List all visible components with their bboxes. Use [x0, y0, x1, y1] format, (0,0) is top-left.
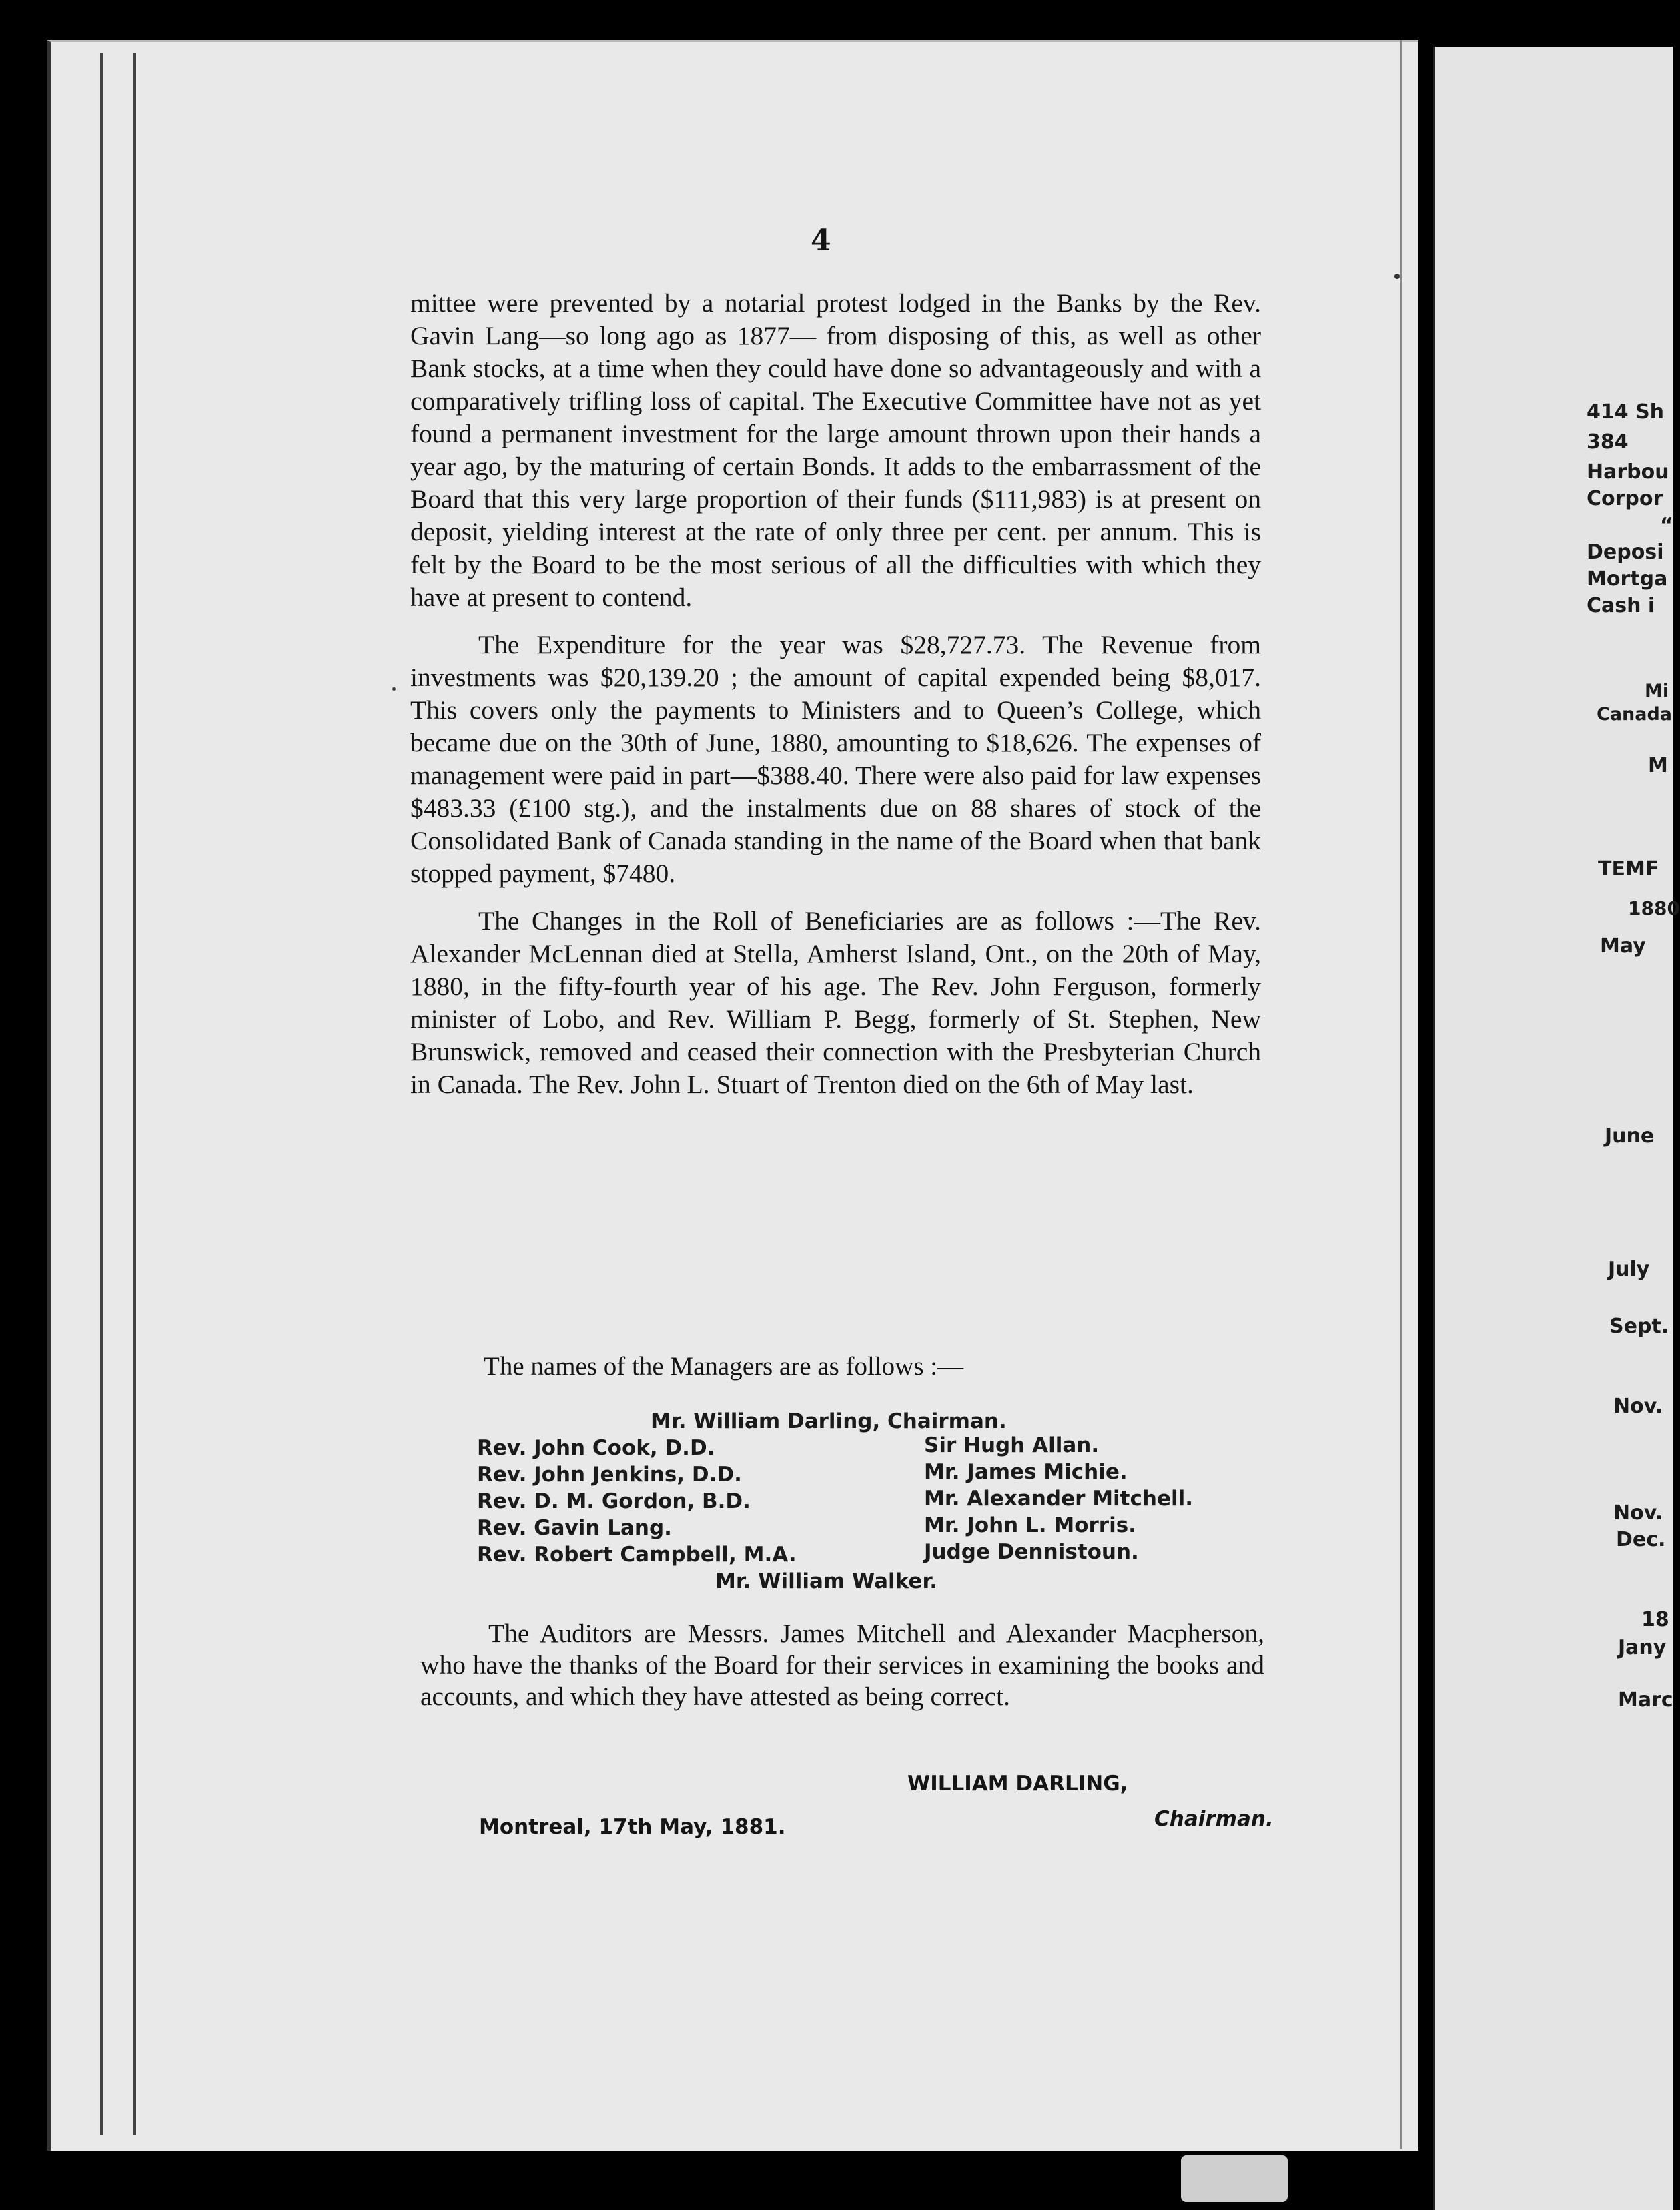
manager-left: Rev. Robert Campbell, M.A.	[477, 1543, 797, 1567]
right-page-fragment: Sept.	[1609, 1315, 1669, 1338]
right-page-fragment: Nov.	[1613, 1501, 1663, 1525]
right-page-fragment: Deposi	[1587, 540, 1664, 564]
body-text	[410, 287, 1261, 1101]
auditors-paragraph: The Auditors are Messrs. James Mitchell and Alexander Macpherson, who have the thanks of the Board for their services in examining the books and accounts, and which they have attested as being correct.	[420, 1619, 1264, 1711]
manager-last: Mr. William Walker.	[715, 1569, 938, 1593]
manager-right: Sir Hugh Allan.	[924, 1433, 1100, 1457]
right-page-fragment: 414 Sh	[1587, 400, 1665, 424]
manager-left: Rev. John Jenkins, D.D.	[477, 1463, 742, 1487]
paragraph-text: The Expenditure for the year was $28,727.73. The Revenue from investments was $20,139.20 ; the amount of capital expended being $8,017. This covers only the payments to Ministers and to Queen’s College, which became due on the 30th of June, 1880, amounting to $18,626. The expenses of management were paid in part—$388.40. There were also paid for law expenses $483.33 (£100 stg.), and the instalments due on 88 shares of stock of the Consolidated Bank of Canada standing in the name of the Board when that bank stopped payment, $7480.	[410, 630, 1261, 888]
managers-heading: The names of the Managers are as follows :—	[484, 1352, 964, 1381]
page-edge-line	[133, 53, 136, 2135]
manager-right: Judge Dennistoun.	[924, 1540, 1139, 1564]
right-page-fragment: 1880	[1628, 897, 1680, 919]
paragraph-expenditure	[410, 629, 1261, 890]
manager-right: Mr. John L. Morris.	[924, 1513, 1136, 1537]
right-page-fragment: 18	[1641, 1608, 1669, 1631]
right-page-fragment: 384	[1587, 430, 1629, 454]
managers-chairman: Mr. William Darling, Chairman.	[651, 1409, 1007, 1433]
paragraph-continued	[410, 287, 1261, 614]
right-page-fragment: M	[1648, 754, 1668, 777]
page-number: 4	[811, 224, 831, 258]
speck	[1394, 274, 1400, 279]
right-page-fragment: Jany	[1618, 1636, 1667, 1660]
manager-right: Mr. Alexander Mitchell.	[924, 1487, 1193, 1511]
right-page-fragment: Dec.	[1616, 1528, 1666, 1551]
manager-right: Mr. James Michie.	[924, 1460, 1128, 1484]
right-page-fragment: Canada	[1597, 704, 1673, 725]
paragraph-text: mittee were prevented by a notarial protest lodged in the Banks by the Rev. Gavin Lang—so long ago as 1877— from disposing of this, as well as other Bank stocks, at a time when they could have done so advantageously and with a comparatively trifling loss of capital. The Executive Committee have not as yet found a permanent investment for the large amount thrown upon their hands a year ago, by the maturing of certain Bonds. It adds to the embarrassment of the Board that this very large proportion of their funds ($111,983) is at present on deposit, yielding interest at the rate of only three per cent. per annum. This is felt by the Board to be the most serious of all the difficulties with which they have at present to contend.	[410, 288, 1261, 612]
right-page-fragment: Corpor	[1587, 487, 1663, 510]
right-page-fragment: Harbou	[1587, 460, 1669, 484]
right-page-fragment: May	[1600, 934, 1646, 958]
right-page-fragment: July	[1608, 1258, 1650, 1281]
right-page-fragment: Mi	[1645, 681, 1669, 701]
right-page-fragment: TEMF	[1598, 857, 1659, 881]
manager-left: Rev. D. M. Gordon, B.D.	[477, 1489, 751, 1513]
right-page-fragment: Marc	[1618, 1688, 1673, 1712]
signature-name: WILLIAM DARLING,	[907, 1772, 1128, 1796]
right-page-fragment: “	[1660, 514, 1673, 537]
right-page-fragment: Nov.	[1613, 1395, 1663, 1418]
manager-left: Rev. John Cook, D.D.	[477, 1436, 715, 1460]
manager-left: Rev. Gavin Lang.	[477, 1516, 672, 1540]
paragraph-text: The Changes in the Roll of Beneficiaries are as follows :—The Rev. Alexander McLennan died at Stella, Amherst Island, Ont., on the 20th of May, 1880, in the fifty-fourth year of his age. The Rev. John Ferguson, formerly minister of Lobo, and Rev. William P. Begg, formerly of St. Stephen, New Brunswick, removed and ceased their connection with the Presbyterian Church in Canada. The Rev. John L. Stuart of Trenton died on the 6th of May last.	[410, 906, 1261, 1099]
speck	[392, 687, 396, 691]
page-edge-line	[100, 53, 103, 2135]
right-page-fragment: Cash i	[1587, 594, 1655, 617]
page-gutter-line	[1400, 40, 1402, 2149]
right-page-fragment: Mortga	[1587, 567, 1668, 591]
place-and-date: Montreal, 17th May, 1881.	[479, 1815, 786, 1839]
signature-title: Chairman.	[1154, 1807, 1274, 1831]
paragraph-beneficiaries	[410, 905, 1261, 1101]
binding-mark	[1181, 2155, 1288, 2202]
right-page-fragment: June	[1605, 1124, 1655, 1148]
